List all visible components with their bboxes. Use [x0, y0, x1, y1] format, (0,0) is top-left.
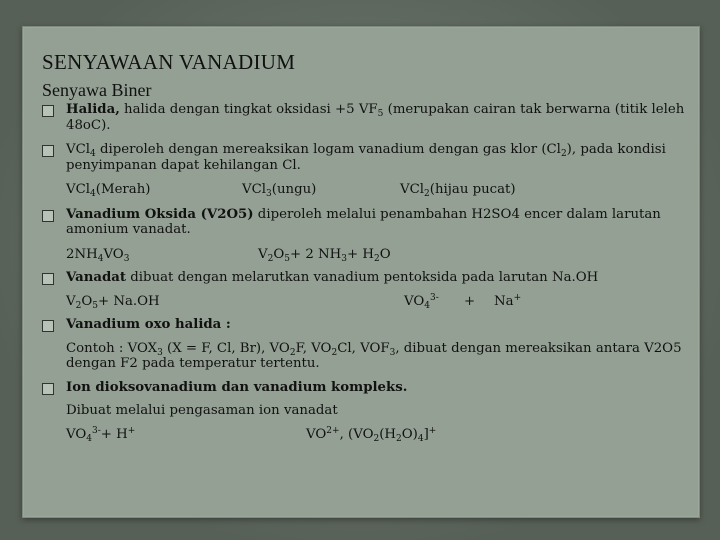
bullet-halida: Halida, halida dengan tingkat oksidasi +5 $VF_5$ (merupakan cairan tak berwarna (titik leleh 48oC).: [42, 102, 692, 133]
equation-plus: +: [464, 293, 476, 309]
equation-product-na: Na+: [494, 292, 522, 309]
chloride-vcl4: VCl$_4$(Merah): [66, 182, 151, 199]
equation-right: $VO^{2+}$, $(VO_2(H_2O)_4]^+$: [306, 425, 437, 444]
slide-subtitle: Senyawa Biner: [42, 80, 152, 100]
bullet-vanadat: Vanadat dibuat dengan melarutkan vanadium pentoksida pada larutan Na.OH: [42, 270, 692, 286]
equation-left: $2NH_4VO_3$: [66, 246, 130, 264]
equation-pengasaman: [42, 427, 692, 443]
bullet-oxo-halida: Vanadium oxo halida :: [42, 317, 692, 333]
chloride-colors-row: [42, 182, 692, 198]
equation-left: $V_2O_5+ Na.OH$: [66, 293, 160, 311]
chloride-vcl2: VCl$_2$(hijau pucat): [400, 182, 516, 199]
equation-left: $VO_4^{3-}+ H^+$: [66, 425, 136, 444]
equation-product-vo4: $VO_4^{3-}$: [404, 292, 439, 311]
equation-right: $V_2O_5+ 2$ $NH_3+ H_2O$: [258, 246, 391, 264]
bullet-box-icon: [42, 320, 54, 332]
bullet-box-icon: [42, 273, 54, 285]
slide-content: [42, 102, 692, 442]
slide-title: SENYAWAAN VANADIUM: [42, 50, 296, 74]
equation-vanadat: [42, 294, 692, 310]
bullet-vanadium-oksida: Vanadium Oksida (V2O5) diperoleh melalui penambahan H2SO4 encer dalam larutan amonium vanadat.: [42, 207, 692, 238]
bullet-box-icon: [42, 383, 54, 395]
bullet-box-icon: [42, 145, 54, 157]
bullet-vcl4: VCl$_4$ diperoleh dengan mereaksikan logam vanadium dengan gas klor $(Cl_2)$, pada kondisi penyimpanan dapat kehilangan Cl.: [42, 142, 692, 173]
dibuat-text: Dibuat melalui pengasaman ion vanadat: [66, 403, 338, 418]
bullet-box-icon: [42, 105, 54, 117]
chloride-vcl3: VCl$_3$(ungu): [242, 182, 317, 199]
contoh-text: Contoh : $VOX_3$ (X = F, Cl, Br), $VO_2F$, $VO_2Cl$, $VOF_3$, dibuat dengan mereaksikan antara V2O5 dengan F2 pada temperatur tertentu.: [66, 340, 682, 371]
bullet-ion-dioksovanadium: Ion dioksovanadium dan vanadium kompleks.: [42, 380, 692, 396]
bullet-box-icon: [42, 210, 54, 222]
equation-amonium-vanadat: [42, 247, 692, 263]
